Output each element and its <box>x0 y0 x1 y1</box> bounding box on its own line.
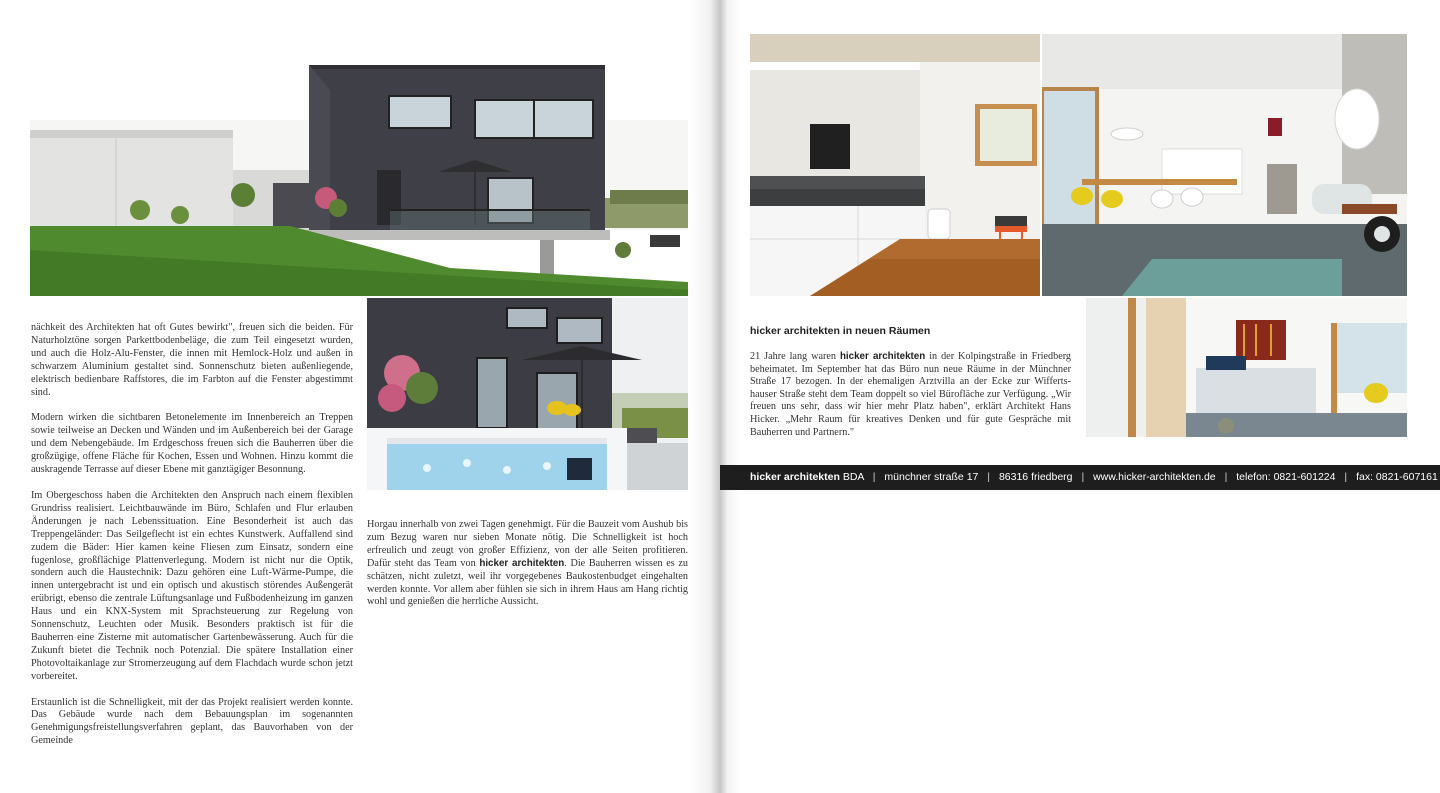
footer-website-link[interactable]: www.hicker-architekten.de <box>1093 471 1216 483</box>
middle-text-column <box>367 519 688 622</box>
body-paragraph: nächkeit des Architekten hat oft Gutes bewirkt", freuen sich die beiden. Für Naturholztöne sorgen Parkettbodenbeläge, die zum Teil eingesetzt wurden, und auch die Holz-Alu-Fenster, die innen mit Hemlock-Holz und außen in schwarzem Aluminium gestaltet sind. Sonnenschutz bieten außenliegende, elektrisch bedienbare Raffstores, die im Farbton auf die Fenster abgestimmt sind. <box>31 322 353 398</box>
footer-separator: | <box>872 471 876 483</box>
footer-item: BDA <box>842 471 864 483</box>
footer-separator: | <box>1344 471 1348 483</box>
footer-item: 86316 friedberg <box>998 471 1073 483</box>
firm-name: hicker architekten <box>479 557 565 569</box>
body-paragraph: Modern wirken die sichtbaren Betonelemente im Innenbereich an Treppen sowie teilweise an Decken und Wänden und im Außenbereich bei der Garage und dem Nebengebäude. Im Erdgeschoss freuen sich die Bauherren über die großzügige, offene Fläche für Kochen, Essen und Wohnen. Hinzu kommt die auskragende Terrasse auf dieser Ebene mit ganztägiger Besonnung. <box>31 412 353 476</box>
section-heading: hicker architekten in neuen Räumen <box>750 325 931 337</box>
footer-separator: | <box>987 471 991 483</box>
footer-separator: | <box>1224 471 1228 483</box>
body-paragraph: Erstaunlich ist die Schnelligkeit, mit der das Projekt realisiert werden konnte. Das Gebäude wurde nach dem Bebauungsplan im sogenannten Genehmigungsfreistellungsverfahren geplant, das Bauvorhaben von der Gemeinde <box>31 696 353 747</box>
house-exterior-illustration <box>30 20 688 296</box>
office-lounge-photo <box>1086 298 1407 437</box>
body-paragraph <box>750 351 1071 439</box>
bathroom-photo <box>750 34 1040 296</box>
terrace-hot-tub-illustration <box>367 298 688 490</box>
living-dining-illustration <box>1042 34 1407 296</box>
bathroom-illustration <box>750 34 1040 296</box>
paragraph-text: Horgau innerhalb von zwei Tagen genehmigt. Für die Bauzeit vom Aushub bis zum Bezug waren nur sieben Monate nötig. Die Schnelligkeit ist hoch erfreulich und zeugt von großer Effizienz, von der alle Seiten profitieren. Dafür steht das Team von <box>367 519 688 569</box>
terrace-hot-tub-photo <box>367 298 688 490</box>
footer-separator: | <box>1081 471 1085 483</box>
body-paragraph: Im Obergeschoss haben die Architekten den Anspruch nach einem flexiblen Grundriss realisiert. Leichtbauwände im Büro, Schlafen und Flur erlauben Änderungen je nach Lebenssituation. Eine Besonderheit ist auch das Treppengeländer: Das Seilgeflecht ist ein echtes Kunstwerk. Auffallend sind zudem die Bäder: Hier kamen keine Fliesen zum Einsatz, sondern eine fugenlose, großflächige Plattenverlegung. Modern ist nicht nur die Optik, sondern auch die Haustechnik: Dazu gehören eine Luft-Wärme-Pumpe, die innen untergebracht ist und ein optisch und akustisch störendes Außengerät erübrigt, ebenso die zentrale Lüftungsanlage und Fußbodenheizung im ganzen Haus und ein KNX-System mit Sprachsteuerung zur Regelung von Sonnenschutz, Leuchten oder Musik. Besonders praktisch ist für die Bauherren eine Zisterne mit automatischer Gartenbewässerung. Auch für die Zukunft bietet die Technik noch Potenzial. Die spätere Installation einer Photovoltaikanlage zur Stromerzeugung auf dem Flachdach wurde schon jetzt vorbereitet. <box>31 489 353 682</box>
paragraph-text: . Die Bauherren wissen es zu schätzen, nicht zuletzt, weil ihr vorgegebenes Baukostenbudget eingehalten werden konnte. Vor allem aber fühlen sie sich in ihrem Haus am Hang richtig wohl und genießen die herrliche Aussicht. <box>367 557 688 608</box>
left-text-column <box>31 322 353 761</box>
book-gutter-shadow <box>690 0 740 793</box>
right-intro-column <box>750 351 1071 452</box>
body-paragraph <box>367 519 688 609</box>
living-dining-photo <box>1042 34 1407 296</box>
office-lounge-illustration <box>1086 298 1407 437</box>
footer-fax: fax: 0821-607161 <box>1356 471 1438 483</box>
paragraph-text: in der Kolpingstraße in Friedberg beheimatet. Im September hat das Büro nun neue Räume in der Münchner Straße 17 bezogen. In der ehemaligen Arztvilla an der Ecke zur Wifferts-hauser Straße steht dem Team doppelt so viel Bürofläche zur Verfügung. „Wir freuen uns sehr, dass wir hier mehr Platz haben", erklärt Architekt Hans Hicker. „Mehr Raum für kreatives Denken und für gute Gespräche mit Bauherren und Partnern." <box>750 351 1072 438</box>
house-exterior-photo <box>30 20 688 296</box>
paragraph-text: 21 Jahre lang waren <box>750 351 840 362</box>
firm-name: hicker architekten <box>839 351 926 362</box>
footer-item: münchner straße 17 <box>884 471 979 483</box>
footer-brand: hicker architekten <box>750 471 840 483</box>
footer-phone: telefon: 0821-601224 <box>1236 471 1336 483</box>
contact-footer-bar <box>720 465 1440 490</box>
